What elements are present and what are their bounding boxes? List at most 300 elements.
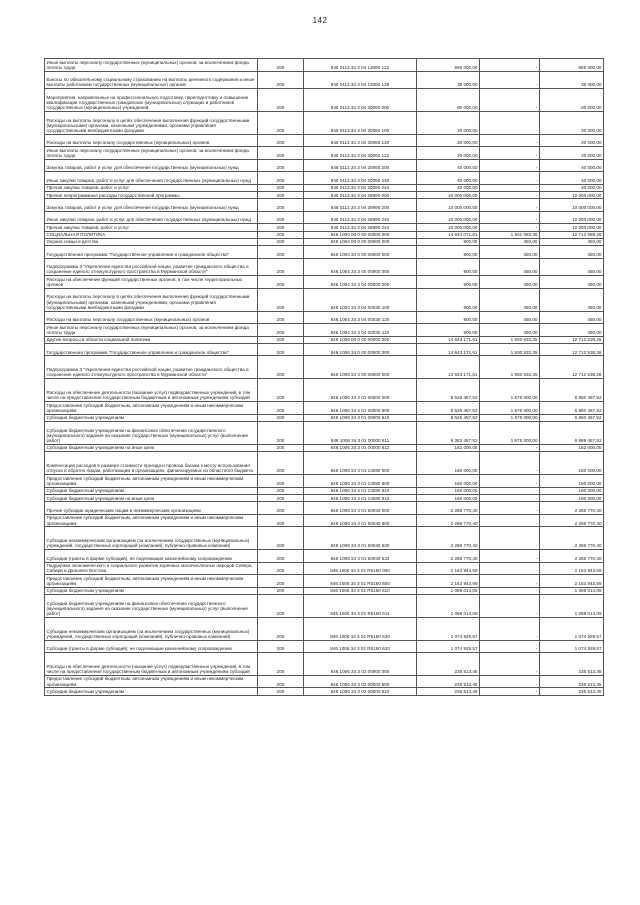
table-row xyxy=(45,111,604,134)
row-unexecuted-amount: 6 688 457,52 xyxy=(540,422,604,445)
row-code: 200 xyxy=(258,575,304,588)
row-approved-amount: 20 000,00 xyxy=(417,134,480,146)
table-row xyxy=(45,575,604,588)
row-approved-amount: 40 000,00 xyxy=(417,172,480,184)
row-executed-amount: - xyxy=(480,59,540,72)
row-approved-amount: 2 163 943,69 xyxy=(417,562,480,575)
row-name: Предоставление субсидий бюджетным, автономным учреждениям и иным некоммерческим организациям xyxy=(45,514,258,527)
row-name: Прочие субсидии юридическим лицам и некоммерческим организациям xyxy=(45,502,258,514)
row-code: 200 xyxy=(258,231,304,238)
row-executed-amount: - xyxy=(480,562,540,575)
row-classification: 846 1006 34 3 01 00000 611 xyxy=(304,422,417,445)
table-row xyxy=(45,688,604,695)
row-unexecuted-amount: 2 286 770,40 xyxy=(540,514,604,527)
row-unexecuted-amount: 1 074 929,57 xyxy=(540,617,604,640)
row-approved-amount: 2 286 770,40 xyxy=(417,527,480,550)
row-classification: 846 1006 34 3 01 R5150 611 xyxy=(304,595,417,618)
table-row xyxy=(45,191,604,198)
row-code: 200 xyxy=(258,59,304,72)
row-code: 200 xyxy=(258,502,304,514)
row-classification: 846 1006 34 3 01 00000 610 xyxy=(304,414,417,421)
row-unexecuted-amount: 450,00 xyxy=(540,276,604,289)
row-approved-amount: 8 525 457,52 xyxy=(417,379,480,402)
row-name: Государственная программа "Государственное управление и гражданское общество" xyxy=(45,246,258,258)
row-unexecuted-amount: 2 163 943,69 xyxy=(540,562,604,575)
row-classification: 846 1006 34 3 01 60040 600 xyxy=(304,514,417,527)
row-classification: 846 1006 34 3 02 00000 610 xyxy=(304,688,417,695)
row-name: Мероприятия, направленные на профессиональную подготовку, переподготовку и повышение квалификации государственных гражданских (муниципальных) служащих и работников государственных (муниципальных) учреждений xyxy=(45,89,258,112)
table-row xyxy=(45,356,604,379)
row-executed-amount: - xyxy=(480,688,540,695)
row-executed-amount: 450,00 xyxy=(480,246,540,258)
row-executed-amount: - xyxy=(480,575,540,588)
row-classification: 846 0113 34 3 04 20060 100 xyxy=(304,111,417,134)
table-row xyxy=(45,452,604,475)
row-approved-amount: 10 000 000,00 xyxy=(417,199,480,211)
row-classification: 846 1006 34 3 02 00000 000 xyxy=(304,653,417,676)
row-name: Расходы на выплаты персоналу государственных (муниципальных) органов xyxy=(45,311,258,323)
row-approved-amount: 900,00 xyxy=(417,276,480,289)
table-row xyxy=(45,344,604,356)
row-classification: 846 1004 34 3 04 00030 122 xyxy=(304,324,417,337)
table-row xyxy=(45,562,604,575)
table-row xyxy=(45,444,604,451)
table-row xyxy=(45,494,604,501)
row-classification: 846 0113 34 3 04 29990 200 xyxy=(304,199,417,211)
row-name: Субсидии некоммерческим организациям (за исключением государственных (муниципальных) учреждений, государственных корпораций (компаний), публично-правовых компаний) xyxy=(45,527,258,550)
row-classification: 846 0113 34 3 04 29990 244 xyxy=(304,224,417,231)
row-name: Иные закупки товаров, работ и услуг для обеспечения государственных (муниципальных) нужд xyxy=(45,211,258,223)
row-executed-amount: - xyxy=(480,595,540,618)
row-approved-amount: 235 513,45 xyxy=(417,653,480,676)
row-name: Субсидии бюджетным учреждениям на финансовое обеспечение государственного (муниципального) задания на оказание государственных (муниципальных) услуг (выполнение работ) xyxy=(45,422,258,445)
row-approved-amount: 8 525 457,52 xyxy=(417,402,480,415)
row-executed-amount: - xyxy=(480,89,540,112)
row-classification: 846 1006 34 3 01 13080 600 xyxy=(304,474,417,487)
table-row xyxy=(45,184,604,191)
row-code: 200 xyxy=(258,344,304,356)
table-row xyxy=(45,211,604,223)
row-classification: 846 1000 00 0 00 00000 000 xyxy=(304,231,417,238)
row-code: 200 xyxy=(258,147,304,160)
row-unexecuted-amount: 1 074 929,57 xyxy=(540,640,604,652)
row-unexecuted-amount: 2 286 770,40 xyxy=(540,502,604,514)
row-name: Компенсация расходов в размере стоимости проезда и провоза багажа к месту использования отпуска и обратно лицам, работающим в организациях, финансируемых из областного бюджета xyxy=(45,452,258,475)
row-classification: 846 0113 34 3 04 20060 240 xyxy=(304,172,417,184)
row-name: Субсидии (гранты в форме субсидий), не подлежащие казначейскому сопровождению xyxy=(45,550,258,562)
row-approved-amount: 900,00 xyxy=(417,238,480,245)
row-classification: 846 1006 34 3 01 R5150 000 xyxy=(304,562,417,575)
row-unexecuted-amount: 40 000,00 xyxy=(540,159,604,171)
row-name: Субсидии некоммерческим организациям (за исключением государственных (муниципальных) учреждений, государственных корпораций (компаний), публично-правовых компаний) xyxy=(45,617,258,640)
row-code: 200 xyxy=(258,111,304,134)
row-code: 200 xyxy=(258,422,304,445)
row-code: 200 xyxy=(258,172,304,184)
row-executed-amount: - xyxy=(480,514,540,527)
row-unexecuted-amount: 40 000,00 xyxy=(540,184,604,191)
row-approved-amount: 35 000,00 xyxy=(417,71,480,89)
page-number: 142 xyxy=(312,16,328,25)
row-executed-amount: 1 675 000,00 xyxy=(480,414,540,421)
row-executed-amount: - xyxy=(480,527,540,550)
row-approved-amount: 900,00 xyxy=(417,324,480,337)
row-approved-amount: 8 525 457,52 xyxy=(417,414,480,421)
row-approved-amount: 1 089 014,09 xyxy=(417,587,480,594)
row-executed-amount: 1 675 000,00 xyxy=(480,422,540,445)
row-executed-amount: - xyxy=(480,550,540,562)
row-name: Предоставление субсидий бюджетным, автономным учреждениям и иным некоммерческим организациям xyxy=(45,575,258,588)
row-classification: 846 1004 34 3 04 00030 120 xyxy=(304,311,417,323)
row-approved-amount: 8 363 457,52 xyxy=(417,422,480,445)
row-classification: 846 1006 34 3 01 00000 612 xyxy=(304,444,417,451)
table-row xyxy=(45,474,604,487)
row-unexecuted-amount: 450,00 xyxy=(540,311,604,323)
row-executed-amount: 450,00 xyxy=(480,276,540,289)
table-row xyxy=(45,59,604,72)
row-classification: 846 1006 34 0 00 00000 000 xyxy=(304,344,417,356)
row-unexecuted-amount: 10 000 000,00 xyxy=(540,211,604,223)
row-code: 200 xyxy=(258,487,304,494)
row-unexecuted-amount: 60 000,00 xyxy=(540,89,604,112)
row-executed-amount: - xyxy=(480,617,540,640)
row-unexecuted-amount: 2 286 770,40 xyxy=(540,527,604,550)
row-unexecuted-amount: 450,00 xyxy=(540,324,604,337)
row-name: Взносы по обязательному социальному страхованию на выплаты денежного содержания и иные выплаты работникам государственных (муниципальных) органов xyxy=(45,71,258,89)
row-code: 200 xyxy=(258,587,304,594)
row-name: Охрана семьи и детства xyxy=(45,238,258,245)
row-executed-amount: 1 930 633,35 xyxy=(480,356,540,379)
row-unexecuted-amount: 450,00 xyxy=(540,288,604,311)
row-name: Расходы на выплаты персоналу в целях обеспечения выполнения функций государственными (муниципальными) органами, казенными учреждениями, органами управления государственными внебюджетными фондами xyxy=(45,288,258,311)
row-unexecuted-amount: 6 850 457,52 xyxy=(540,414,604,421)
row-classification: 846 1006 34 3 01 13080 612 xyxy=(304,494,417,501)
row-code: 200 xyxy=(258,562,304,575)
row-unexecuted-amount: 665 000,00 xyxy=(540,59,604,72)
row-code: 200 xyxy=(258,356,304,379)
table-row xyxy=(45,587,604,594)
row-code: 200 xyxy=(258,414,304,421)
row-executed-amount: - xyxy=(480,675,540,688)
row-executed-amount: - xyxy=(480,452,540,475)
row-unexecuted-amount: 450,00 xyxy=(540,246,604,258)
row-executed-amount: - xyxy=(480,199,540,211)
row-approved-amount: 160 000,00 xyxy=(417,494,480,501)
table-row xyxy=(45,288,604,311)
row-classification: 846 0113 34 3 04 13080 129 xyxy=(304,71,417,89)
row-approved-amount: 10 000 000,00 xyxy=(417,224,480,231)
row-code: 200 xyxy=(258,71,304,89)
table-row xyxy=(45,336,604,343)
table-row xyxy=(45,276,604,289)
row-classification: 846 0113 34 3 04 20060 244 xyxy=(304,184,417,191)
row-name: Расходы на обеспечение деятельности (оказание услуг) подведомственных учреждений, в том числе на предоставление государственным бюджетным и автономным учреждениям субсидий xyxy=(45,653,258,676)
row-name: Иные выплаты персоналу государственных (муниципальных) органов, за исключением фонда оплаты труда xyxy=(45,324,258,337)
row-classification: 846 1006 34 3 01 R5150 610 xyxy=(304,587,417,594)
table-row xyxy=(45,172,604,184)
row-classification: 846 1006 34 3 01 00000 000 xyxy=(304,379,417,402)
row-unexecuted-amount: 12 712 538,26 xyxy=(540,336,604,343)
row-name: Расходы на выплаты персоналу в целях обеспечения выполнения функций государственными (муниципальными) органами, казенными учреждениями, органами управления государственными внебюджетными фондами xyxy=(45,111,258,134)
row-approved-amount: 160 000,00 xyxy=(417,452,480,475)
row-name: Субсидии бюджетным учреждениям xyxy=(45,414,258,421)
row-unexecuted-amount: 40 000,00 xyxy=(540,172,604,184)
table-row xyxy=(45,238,604,245)
row-code: 200 xyxy=(258,238,304,245)
row-code: 200 xyxy=(258,452,304,475)
row-classification: 846 1006 34 3 01 R5150 600 xyxy=(304,575,417,588)
row-name: Иные закупки товаров, работ и услуг для обеспечения государственных (муниципальных) нужд xyxy=(45,172,258,184)
row-code: 200 xyxy=(258,688,304,695)
row-executed-amount: - xyxy=(480,184,540,191)
row-approved-amount: 2 286 770,40 xyxy=(417,514,480,527)
row-classification: 846 1006 34 3 01 R5150 633 xyxy=(304,640,417,652)
row-code: 200 xyxy=(258,675,304,688)
row-approved-amount: 20 000,00 xyxy=(417,111,480,134)
budget-table-body xyxy=(45,59,604,696)
row-code: 200 xyxy=(258,402,304,415)
row-approved-amount: 10 000 000,00 xyxy=(417,211,480,223)
row-approved-amount: 235 513,45 xyxy=(417,688,480,695)
row-executed-amount: 1 931 083,35 xyxy=(480,231,540,238)
row-executed-amount: - xyxy=(480,191,540,198)
row-code: 200 xyxy=(258,276,304,289)
row-name: Прочие непрограммные расходы государственной программы xyxy=(45,191,258,198)
table-row xyxy=(45,71,604,89)
table-row xyxy=(45,134,604,146)
row-unexecuted-amount: 35 000,00 xyxy=(540,71,604,89)
row-approved-amount: 14 643 171,61 xyxy=(417,356,480,379)
row-name: Подпрограмма 3 "Укрепление единства российской нации, развитие гражданского общества и сохранение единого этнокультурного пространства в Мурманской области" xyxy=(45,356,258,379)
row-executed-amount: - xyxy=(480,111,540,134)
row-executed-amount: - xyxy=(480,502,540,514)
table-row xyxy=(45,527,604,550)
row-executed-amount: 450,00 xyxy=(480,288,540,311)
table-row xyxy=(45,147,604,160)
row-name: Прочая закупка товаров, работ и услуг xyxy=(45,224,258,231)
row-classification: 846 1004 34 0 00 00000 000 xyxy=(304,246,417,258)
row-name: Расходы на обеспечение функций государственных органов, в том числе территориальных органов xyxy=(45,276,258,289)
row-name: Предоставление субсидий бюджетным, автономным учреждениям и иным некоммерческим организациям xyxy=(45,474,258,487)
row-name: Другие вопросы в области социальной политики xyxy=(45,336,258,343)
row-unexecuted-amount: 12 712 538,26 xyxy=(540,356,604,379)
row-executed-amount: - xyxy=(480,224,540,231)
row-unexecuted-amount: 20 000,00 xyxy=(540,111,604,134)
row-approved-amount: 14 644 071,61 xyxy=(417,231,480,238)
row-classification: 846 1006 34 3 01 13080 610 xyxy=(304,487,417,494)
row-unexecuted-amount: 235 513,45 xyxy=(540,653,604,676)
table-row xyxy=(45,159,604,171)
row-approved-amount: 2 163 943,69 xyxy=(417,575,480,588)
row-code: 200 xyxy=(258,246,304,258)
row-classification: 846 1006 34 3 01 R5150 630 xyxy=(304,617,417,640)
row-name: Подпрограмма 3 "Укрепление единства российской нации, развитие гражданского общества и сохранение единого этнокультурного пространства в Мурманской области" xyxy=(45,258,258,276)
row-name: Иные выплаты персоналу государственных (муниципальных) органов, за исключением фонда оплаты труда xyxy=(45,147,258,160)
table-row xyxy=(45,246,604,258)
table-row xyxy=(45,487,604,494)
row-executed-amount: 1 675 000,00 xyxy=(480,402,540,415)
row-executed-amount: - xyxy=(480,587,540,594)
table-row xyxy=(45,550,604,562)
row-code: 200 xyxy=(258,211,304,223)
row-classification: 846 1006 00 0 00 00000 000 xyxy=(304,336,417,343)
row-code: 200 xyxy=(258,444,304,451)
table-row xyxy=(45,675,604,688)
row-classification: 846 1004 34 3 04 00000 000 xyxy=(304,276,417,289)
row-unexecuted-amount: 160 000,00 xyxy=(540,452,604,475)
row-classification: 846 1006 34 3 02 00000 600 xyxy=(304,675,417,688)
row-executed-amount: - xyxy=(480,494,540,501)
table-row xyxy=(45,324,604,337)
row-classification: 846 0113 34 3 04 13080 122 xyxy=(304,59,417,72)
row-code: 200 xyxy=(258,224,304,231)
row-classification: 846 1006 34 3 01 60040 000 xyxy=(304,502,417,514)
row-executed-amount: - xyxy=(480,172,540,184)
row-code: 200 xyxy=(258,191,304,198)
row-approved-amount: 162 000,00 xyxy=(417,444,480,451)
row-name: Предоставление субсидий бюджетным, автономным учреждениям и иным некоммерческим организациям xyxy=(45,402,258,415)
row-approved-amount: 10 000 000,00 xyxy=(417,191,480,198)
row-classification: 846 1006 34 3 01 00000 600 xyxy=(304,402,417,415)
row-code: 200 xyxy=(258,336,304,343)
row-executed-amount: 450,00 xyxy=(480,324,540,337)
row-code: 200 xyxy=(258,288,304,311)
budget-table xyxy=(44,58,604,696)
row-classification: 846 1006 34 3 00 00000 000 xyxy=(304,356,417,379)
row-executed-amount: - xyxy=(480,71,540,89)
row-name: Государственная программа "Государственное управление и гражданское общество" xyxy=(45,344,258,356)
row-code: 200 xyxy=(258,134,304,146)
row-name: Прочая закупка товаров, работ и услуг xyxy=(45,184,258,191)
row-code: 200 xyxy=(258,474,304,487)
row-name: Субсидии бюджетным учреждениям xyxy=(45,587,258,594)
table-row xyxy=(45,311,604,323)
row-classification: 846 1004 34 3 00 00000 000 xyxy=(304,258,417,276)
row-code: 200 xyxy=(258,311,304,323)
table-row xyxy=(45,379,604,402)
row-classification: 846 1004 34 3 04 00030 100 xyxy=(304,288,417,311)
row-name: Предоставление субсидий бюджетным, автономным учреждениям и иным некоммерческим организациям xyxy=(45,675,258,688)
row-code: 200 xyxy=(258,324,304,337)
row-unexecuted-amount: 12 712 988,26 xyxy=(540,231,604,238)
row-approved-amount: 1 074 929,57 xyxy=(417,617,480,640)
table-row xyxy=(45,199,604,211)
row-unexecuted-amount: 162 000,00 xyxy=(540,444,604,451)
row-code: 200 xyxy=(258,199,304,211)
row-code: 200 xyxy=(258,527,304,550)
row-executed-amount: 1 930 633,35 xyxy=(480,336,540,343)
row-code: 200 xyxy=(258,184,304,191)
row-classification: 846 0113 34 3 04 20060 200 xyxy=(304,159,417,171)
row-code: 200 xyxy=(258,595,304,618)
row-approved-amount: 1 074 929,57 xyxy=(417,640,480,652)
row-classification: 846 0113 34 3 04 29990 240 xyxy=(304,211,417,223)
row-code: 200 xyxy=(258,514,304,527)
row-unexecuted-amount: 10 000 000,00 xyxy=(540,224,604,231)
row-unexecuted-amount: 160 000,00 xyxy=(540,494,604,501)
table-row xyxy=(45,617,604,640)
row-name: Расходы на обеспечение деятельности (оказание услуг) подведомственных учреждений, в том числе на предоставление государственным бюджетным и автономным учреждениям субсидий xyxy=(45,379,258,402)
table-row xyxy=(45,402,604,415)
row-executed-amount: - xyxy=(480,147,540,160)
row-code: 200 xyxy=(258,379,304,402)
row-unexecuted-amount: 1 089 014,09 xyxy=(540,587,604,594)
table-row xyxy=(45,89,604,112)
row-code: 200 xyxy=(258,640,304,652)
row-classification: 846 0113 34 3 04 20060 120 xyxy=(304,134,417,146)
row-approved-amount: 235 513,45 xyxy=(417,675,480,688)
row-approved-amount: 14 643 171,61 xyxy=(417,344,480,356)
row-unexecuted-amount: 450,00 xyxy=(540,258,604,276)
table-row xyxy=(45,224,604,231)
row-name: Субсидии бюджетным учреждениям на финансовое обеспечение государственного (муниципального) задания на оказание государственных (муниципальных) услуг (выполнение работ) xyxy=(45,595,258,618)
row-executed-amount: 1 675 000,00 xyxy=(480,379,540,402)
row-code: 200 xyxy=(258,159,304,171)
row-classification: 846 0113 34 3 04 29990 000 xyxy=(304,191,417,198)
row-executed-amount: - xyxy=(480,159,540,171)
row-executed-amount: 450,00 xyxy=(480,311,540,323)
row-approved-amount: 900,00 xyxy=(417,258,480,276)
row-unexecuted-amount: 12 712 538,26 xyxy=(540,344,604,356)
table-row xyxy=(45,231,604,238)
row-unexecuted-amount: 160 000,00 xyxy=(540,474,604,487)
row-name: Субсидии бюджетным учреждениям на иные цели xyxy=(45,444,258,451)
table-row xyxy=(45,653,604,676)
row-unexecuted-amount: 160 000,00 xyxy=(540,487,604,494)
row-classification: 846 1006 34 3 01 60040 633 xyxy=(304,550,417,562)
row-name: Субсидии (гранты в форме субсидий), не подлежащие казначейскому сопровождению xyxy=(45,640,258,652)
row-code: 200 xyxy=(258,258,304,276)
row-executed-amount: 450,00 xyxy=(480,258,540,276)
row-executed-amount: - xyxy=(480,211,540,223)
row-unexecuted-amount: 20 000,00 xyxy=(540,134,604,146)
table-row xyxy=(45,514,604,527)
row-unexecuted-amount: 2 286 770,40 xyxy=(540,550,604,562)
row-name: СОЦИАЛЬНАЯ ПОЛИТИКА xyxy=(45,231,258,238)
row-classification: 846 1006 34 3 01 13080 000 xyxy=(304,452,417,475)
row-approved-amount: 900,00 xyxy=(417,288,480,311)
row-unexecuted-amount: 1 089 014,09 xyxy=(540,595,604,618)
row-name: Закупка товаров, работ и услуг для обеспечения государственных (муниципальных) нужд xyxy=(45,199,258,211)
row-unexecuted-amount: 6 850 457,52 xyxy=(540,402,604,415)
row-approved-amount: 60 000,00 xyxy=(417,89,480,112)
row-name: Субсидии бюджетным учреждениям на иные цели xyxy=(45,494,258,501)
row-executed-amount: - xyxy=(480,134,540,146)
row-approved-amount: 2 286 770,40 xyxy=(417,550,480,562)
row-approved-amount: 160 000,00 xyxy=(417,487,480,494)
table-row xyxy=(45,258,604,276)
row-code: 200 xyxy=(258,617,304,640)
row-executed-amount: 450,00 xyxy=(480,238,540,245)
table-row xyxy=(45,595,604,618)
row-executed-amount: - xyxy=(480,487,540,494)
row-code: 200 xyxy=(258,550,304,562)
row-name: Поддержка экономического и социального развития коренных малочисленных народов Севера, Сибири и Дальнего Востока xyxy=(45,562,258,575)
row-executed-amount: - xyxy=(480,474,540,487)
row-approved-amount: 2 286 770,40 xyxy=(417,502,480,514)
row-classification: 846 0113 34 3 04 20060 000 xyxy=(304,89,417,112)
row-unexecuted-amount: 6 850 457,52 xyxy=(540,379,604,402)
row-name: Субсидии бюджетным учреждениям xyxy=(45,688,258,695)
row-executed-amount: 1 930 633,35 xyxy=(480,344,540,356)
row-executed-amount: - xyxy=(480,653,540,676)
table-row xyxy=(45,414,604,421)
row-classification: 846 1006 34 3 01 60040 630 xyxy=(304,527,417,550)
row-classification: 846 1004 00 0 00 00000 000 xyxy=(304,238,417,245)
row-name: Расходы на выплаты персоналу государственных (муниципальных) органов xyxy=(45,134,258,146)
row-executed-amount: - xyxy=(480,444,540,451)
row-code: 200 xyxy=(258,653,304,676)
row-approved-amount: 665 000,00 xyxy=(417,59,480,72)
